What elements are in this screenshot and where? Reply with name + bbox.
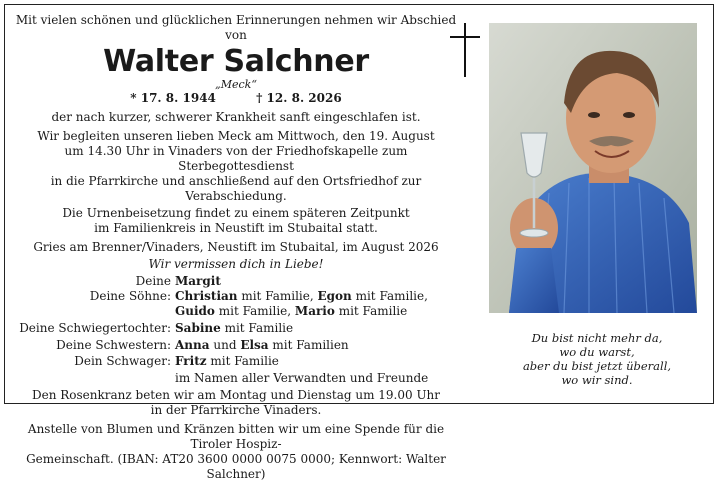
portrait-photo: [489, 23, 697, 313]
urn-line: Die Urnenbeisetzung findet zu einem späteren Zeitpunkt: [62, 206, 410, 220]
others-line: im Namen aller Verwandten und Freunde: [175, 371, 429, 385]
family-role: Deine: [135, 274, 171, 288]
family-name: Margit: [175, 274, 221, 288]
rosary-line: Den Rosenkranz beten wir am Montag und Dienstag um 19.00 Uhr: [31, 388, 441, 402]
poem-line: wo du warst,: [559, 345, 635, 359]
family-name: Anna: [175, 338, 210, 352]
poem-line: aber du bist jetzt überall,: [522, 359, 672, 373]
intro-line: Mit vielen schönen und glücklichen Erinnerungen nehmen wir Abschied von: [15, 13, 457, 42]
donation-line: Anstelle von Blumen und Kränzen bitten wir um eine Spende für die Tiroler Hospiz-: [27, 422, 445, 451]
urn-paragraph: [13, 206, 459, 236]
family-name: Fritz: [175, 354, 207, 368]
birth-date: * 17. 8. 1944: [130, 91, 216, 105]
notice-text-column: [13, 13, 459, 484]
family-list: Deine Margit Deine Söhne: Christian mit Familie, Egon mit Familie, Guido mit Familie, Mario mit Familie Deine Schwiegertochter: Sabine mit Familie Deine Schwestern: Anna und Elsa mit Familien Dein Schwager: Fritz mit Familie im Namen aller Verwandten und Freunde: [19, 274, 429, 385]
rosary-paragraph: [13, 388, 459, 418]
rosary-line: in der Pfarrkirche Vinaders.: [150, 403, 322, 417]
family-role: Deine Schwiegertochter:: [19, 321, 171, 335]
family-role: Deine Schwestern:: [56, 338, 171, 352]
poem: [489, 331, 705, 387]
family-name: Christian: [175, 289, 238, 303]
donation-paragraph: [13, 422, 459, 482]
obituary-notice: [4, 4, 714, 481]
deceased-name: Walter Salchner: [103, 44, 369, 79]
funeral-line: in die Pfarrkirche und anschließend auf den Ortsfriedhof zur Verabschiedung.: [50, 174, 422, 203]
portrait-illustration: [489, 23, 697, 313]
motto: Wir vermissen dich in Liebe!: [148, 257, 324, 271]
funeral-line: um 14.30 Uhr in Vinaders von der Friedhofskapelle zum Sterbegottesdienst: [64, 144, 408, 173]
cross-icon: [450, 23, 480, 77]
family-name: Mario: [294, 304, 335, 318]
poem-line: wo wir sind.: [561, 373, 633, 387]
place-date: Gries am Brenner/Vinaders, Neustift im Stubaital, im August 2026: [33, 240, 439, 254]
funeral-paragraph: [13, 129, 459, 204]
death-date: † 12. 8. 2026: [256, 91, 342, 105]
funeral-line: Wir begleiten unseren lieben Meck am Mittwoch, den 19. August: [37, 129, 435, 143]
life-dates: [13, 91, 459, 106]
poem-line: Du bist nicht mehr da,: [531, 331, 663, 345]
family-name: Elsa: [240, 338, 269, 352]
urn-line: im Familienkreis in Neustift im Stubaital statt.: [94, 221, 378, 235]
family-role: Dein Schwager:: [74, 354, 171, 368]
nickname: „Meck“: [215, 78, 257, 91]
passing-line: der nach kurzer, schwerer Krankheit sanft eingeschlafen ist.: [51, 110, 421, 124]
donation-line: Gemeinschaft. (IBAN: AT20 3600 0000 0075 0000; Kennwort: Walter Salchner): [26, 452, 446, 481]
family-name: Egon: [317, 289, 352, 303]
family-name: Sabine: [175, 321, 221, 335]
family-role: Deine Söhne:: [89, 289, 171, 303]
family-name: Guido: [175, 304, 215, 318]
